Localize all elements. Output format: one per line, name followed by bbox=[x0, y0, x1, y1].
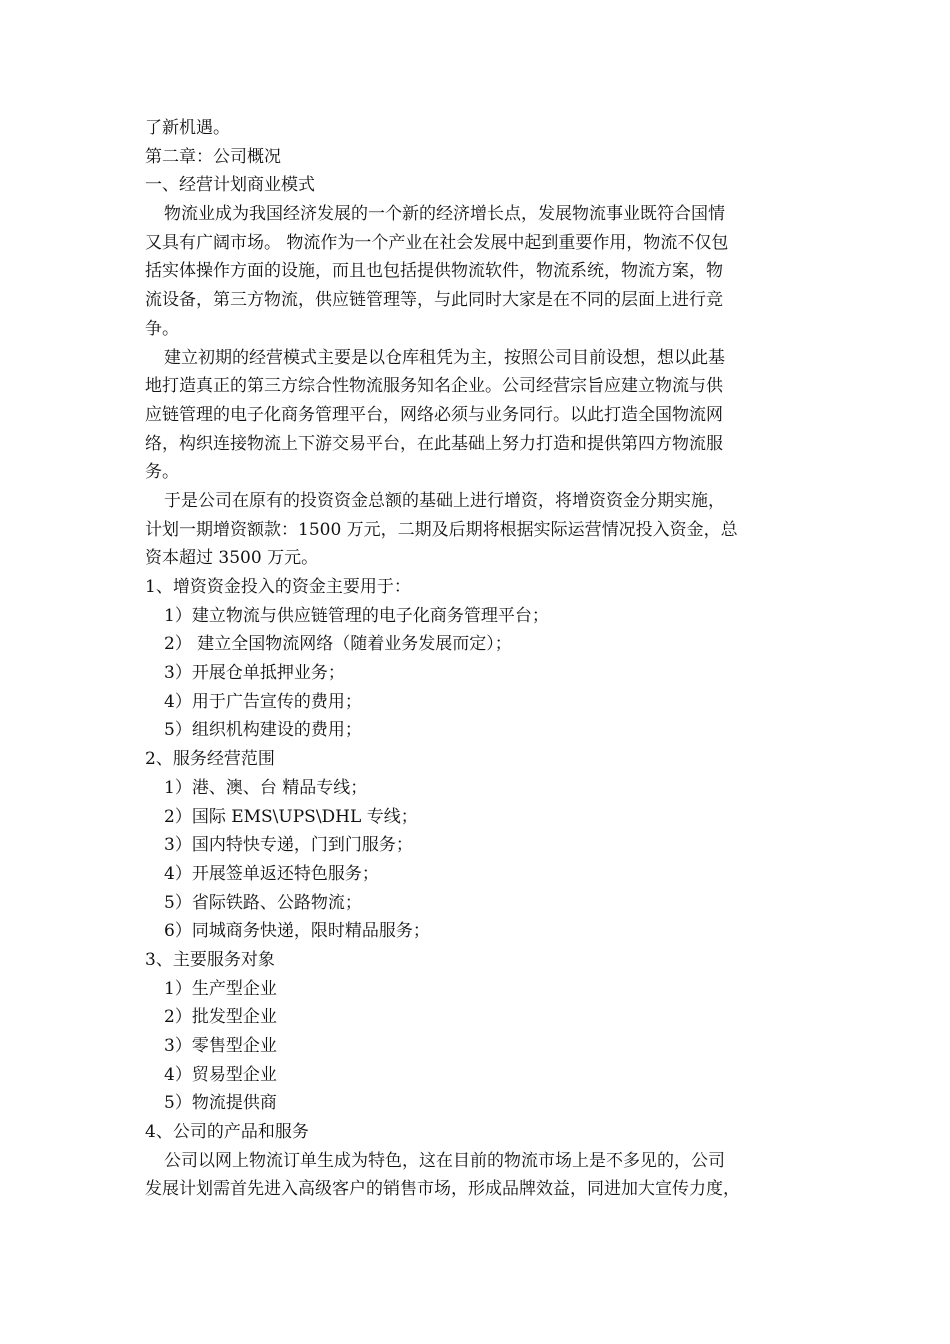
list-item: 4）开展签单返还特色服务； bbox=[164, 863, 379, 884]
list-item: 2） 建立全国物流网络（随着业务发展而定）； bbox=[164, 634, 512, 655]
text-line: 争。 bbox=[145, 318, 179, 339]
text-line: 发展计划需首先进入高级客户的销售市场，形成品牌效益，同进加大宣传力度， bbox=[145, 1179, 740, 1200]
text-line: 于是公司在原有的投资资金总额的基础上进行增资，将增资资金分期实施， bbox=[164, 490, 725, 511]
list-item: 5）物流提供商 bbox=[164, 1093, 277, 1114]
text-line: 公司以网上物流订单生成为特色，这在目前的物流市场上是不多见的，公司 bbox=[164, 1150, 725, 1171]
list-item: 1）生产型企业 bbox=[164, 978, 277, 999]
text-line: 计划一期增资额款：1500 万元，二期及后期将根据实际运营情况投入资金，总 bbox=[145, 519, 738, 540]
list-item: 5）组织机构建设的费用； bbox=[164, 720, 362, 741]
list-item: 6）同城商务快递，限时精品服务； bbox=[164, 921, 430, 942]
document-body bbox=[145, 114, 811, 1204]
list-item: 1）建立物流与供应链管理的电子化商务管理平台； bbox=[164, 605, 549, 626]
list-item: 4）用于广告宣传的费用； bbox=[164, 691, 362, 712]
list-item: 3）国内特快专递，门到门服务； bbox=[164, 835, 413, 856]
list-item: 2）国际 EMS\UPS\DHL 专线； bbox=[164, 806, 418, 827]
subsection-heading: 1、增资资金投入的资金主要用于： bbox=[145, 577, 411, 597]
list-item: 5）省际铁路、公路物流； bbox=[164, 892, 362, 913]
text-line: 络，构织连接物流上下游交易平台，在此基础上努力打造和提供第四方物流服 bbox=[145, 433, 723, 454]
list-item: 4）贸易型企业 bbox=[164, 1064, 277, 1085]
list-item: 2）批发型企业 bbox=[164, 1007, 277, 1028]
list-item: 3）开展仓单抵押业务； bbox=[164, 663, 345, 684]
list-item: 1）港、澳、台 精品专线； bbox=[164, 777, 368, 798]
list-item: 3）零售型企业 bbox=[164, 1036, 277, 1056]
text-line: 物流业成为我国经济发展的一个新的经济增长点，发展物流事业既符合国情 bbox=[164, 204, 725, 225]
chapter-heading: 第二章：公司概况 bbox=[145, 146, 281, 167]
text-line: 括实体操作方面的设施，而且也包括提供物流软件，物流系统，物流方案，物 bbox=[145, 261, 723, 282]
text-line: 了新机遇。 bbox=[145, 118, 230, 138]
text-line: 流设备，第三方物流，供应链管理等，与此同时大家是在不同的层面上进行竞 bbox=[145, 290, 723, 311]
text-line: 资本超过 3500 万元。 bbox=[145, 548, 319, 569]
text-line: 又具有广阔市场。 物流作为一个产业在社会发展中起到重要作用，物流不仅包 bbox=[145, 232, 729, 253]
text-line: 务。 bbox=[145, 462, 179, 483]
text-line: 建立初期的经营模式主要是以仓库租凭为主，按照公司目前设想，想以此基 bbox=[164, 347, 725, 368]
subsection-heading: 4、公司的产品和服务 bbox=[145, 1122, 309, 1143]
subsection-heading: 2、服务经营范围 bbox=[145, 749, 275, 770]
text-line: 地打造真正的第三方综合性物流服务知名企业。公司经营宗旨应建立物流与供 bbox=[145, 376, 723, 397]
text-line: 应链管理的电子化商务管理平台，网络必须与业务同行。以此打造全国物流网 bbox=[145, 404, 723, 425]
section-heading: 一、经营计划商业模式 bbox=[145, 175, 315, 196]
subsection-heading: 3、主要服务对象 bbox=[145, 949, 275, 970]
